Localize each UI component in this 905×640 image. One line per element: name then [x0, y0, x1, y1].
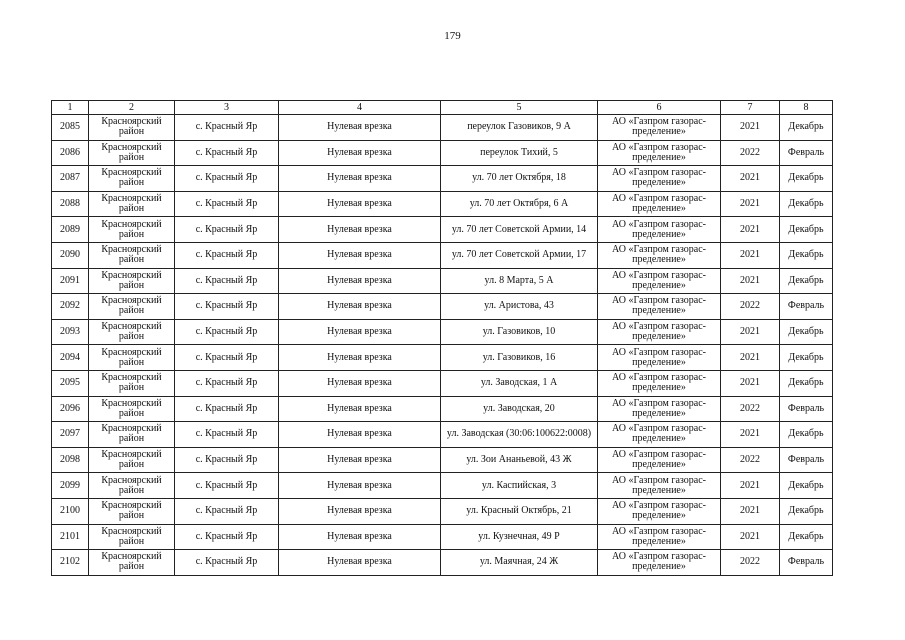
page-number: 179: [444, 30, 461, 42]
organization-cell: АО «Газпром газорас-пределение»: [598, 191, 721, 217]
gas-connection-table: [51, 100, 833, 576]
address-cell: ул. Каспийская, 3: [441, 473, 598, 499]
column-header: 4: [279, 101, 441, 115]
row-number-cell: 2102: [52, 550, 89, 576]
year-cell: 2022: [721, 140, 780, 166]
row-number-cell: 2085: [52, 115, 89, 141]
row-number-cell: 2093: [52, 319, 89, 345]
table-row: [52, 524, 833, 550]
table-row: [52, 345, 833, 371]
organization-cell: АО «Газпром газорас-пределение»: [598, 473, 721, 499]
district-cell: Красноярский район: [89, 524, 175, 550]
settlement-cell: с. Красный Яр: [175, 242, 279, 268]
row-number-cell: 2098: [52, 447, 89, 473]
year-cell: 2021: [721, 268, 780, 294]
settlement-cell: с. Красный Яр: [175, 550, 279, 576]
row-number-cell: 2101: [52, 524, 89, 550]
organization-cell: АО «Газпром газорас-пределение»: [598, 550, 721, 576]
address-cell: ул. 70 лет Советской Армии, 14: [441, 217, 598, 243]
settlement-cell: с. Красный Яр: [175, 294, 279, 320]
work-type-cell: Нулевая врезка: [279, 140, 441, 166]
year-cell: 2021: [721, 319, 780, 345]
month-cell: Декабрь: [780, 217, 833, 243]
table-body: [52, 115, 833, 576]
settlement-cell: с. Красный Яр: [175, 345, 279, 371]
organization-cell: АО «Газпром газорас-пределение»: [598, 422, 721, 448]
district-cell: Красноярский район: [89, 422, 175, 448]
district-cell: Красноярский район: [89, 550, 175, 576]
table-row: [52, 550, 833, 576]
district-cell: Красноярский район: [89, 191, 175, 217]
row-number-cell: 2087: [52, 166, 89, 192]
address-cell: ул. Аристова, 43: [441, 294, 598, 320]
column-header: 3: [175, 101, 279, 115]
month-cell: Декабрь: [780, 268, 833, 294]
settlement-cell: с. Красный Яр: [175, 524, 279, 550]
year-cell: 2021: [721, 498, 780, 524]
header-row: [52, 101, 833, 115]
address-cell: ул. Зои Ананьевой, 43 Ж: [441, 447, 598, 473]
work-type-cell: Нулевая врезка: [279, 473, 441, 499]
work-type-cell: Нулевая врезка: [279, 191, 441, 217]
table-row: [52, 191, 833, 217]
district-cell: Красноярский район: [89, 217, 175, 243]
work-type-cell: Нулевая врезка: [279, 319, 441, 345]
settlement-cell: с. Красный Яр: [175, 447, 279, 473]
month-cell: Февраль: [780, 550, 833, 576]
organization-cell: АО «Газпром газорас-пределение»: [598, 242, 721, 268]
month-cell: Февраль: [780, 294, 833, 320]
year-cell: 2021: [721, 115, 780, 141]
work-type-cell: Нулевая врезка: [279, 370, 441, 396]
district-cell: Красноярский район: [89, 268, 175, 294]
address-cell: ул. 70 лет Октября, 6 А: [441, 191, 598, 217]
district-cell: Красноярский район: [89, 242, 175, 268]
month-cell: Декабрь: [780, 115, 833, 141]
month-cell: Декабрь: [780, 498, 833, 524]
work-type-cell: Нулевая врезка: [279, 550, 441, 576]
table-row: [52, 370, 833, 396]
table-row: [52, 396, 833, 422]
row-number-cell: 2097: [52, 422, 89, 448]
table-row: [52, 166, 833, 192]
settlement-cell: с. Красный Яр: [175, 115, 279, 141]
work-type-cell: Нулевая врезка: [279, 498, 441, 524]
work-type-cell: Нулевая врезка: [279, 345, 441, 371]
settlement-cell: с. Красный Яр: [175, 140, 279, 166]
row-number-cell: 2096: [52, 396, 89, 422]
table-row: [52, 242, 833, 268]
address-cell: ул. 8 Марта, 5 А: [441, 268, 598, 294]
month-cell: Декабрь: [780, 166, 833, 192]
year-cell: 2022: [721, 550, 780, 576]
table-row: [52, 447, 833, 473]
organization-cell: АО «Газпром газорас-пределение»: [598, 396, 721, 422]
month-cell: Декабрь: [780, 370, 833, 396]
row-number-cell: 2095: [52, 370, 89, 396]
month-cell: Декабрь: [780, 242, 833, 268]
row-number-cell: 2089: [52, 217, 89, 243]
address-cell: ул. Заводская, 20: [441, 396, 598, 422]
address-cell: ул. 70 лет Советской Армии, 17: [441, 242, 598, 268]
table-row: [52, 498, 833, 524]
district-cell: Красноярский район: [89, 166, 175, 192]
organization-cell: АО «Газпром газорас-пределение»: [598, 524, 721, 550]
column-header: 1: [52, 101, 89, 115]
district-cell: Красноярский район: [89, 319, 175, 345]
district-cell: Красноярский район: [89, 294, 175, 320]
address-cell: ул. Газовиков, 10: [441, 319, 598, 345]
settlement-cell: с. Красный Яр: [175, 422, 279, 448]
year-cell: 2022: [721, 294, 780, 320]
district-cell: Красноярский район: [89, 370, 175, 396]
year-cell: 2022: [721, 396, 780, 422]
address-cell: ул. Маячная, 24 Ж: [441, 550, 598, 576]
settlement-cell: с. Красный Яр: [175, 473, 279, 499]
row-number-cell: 2086: [52, 140, 89, 166]
address-cell: переулок Газовиков, 9 А: [441, 115, 598, 141]
organization-cell: АО «Газпром газорас-пределение»: [598, 294, 721, 320]
work-type-cell: Нулевая врезка: [279, 217, 441, 243]
settlement-cell: с. Красный Яр: [175, 396, 279, 422]
organization-cell: АО «Газпром газорас-пределение»: [598, 217, 721, 243]
address-cell: ул. Заводская, 1 А: [441, 370, 598, 396]
work-type-cell: Нулевая врезка: [279, 396, 441, 422]
address-cell: ул. Кузнечная, 49 Р: [441, 524, 598, 550]
work-type-cell: Нулевая врезка: [279, 166, 441, 192]
table-row: [52, 115, 833, 141]
table-row: [52, 473, 833, 499]
address-cell: переулок Тихий, 5: [441, 140, 598, 166]
column-header: 8: [780, 101, 833, 115]
settlement-cell: с. Красный Яр: [175, 268, 279, 294]
row-number-cell: 2091: [52, 268, 89, 294]
table-row: [52, 217, 833, 243]
settlement-cell: с. Красный Яр: [175, 191, 279, 217]
district-cell: Красноярский район: [89, 473, 175, 499]
district-cell: Красноярский район: [89, 447, 175, 473]
column-header: 6: [598, 101, 721, 115]
work-type-cell: Нулевая врезка: [279, 294, 441, 320]
district-cell: Красноярский район: [89, 396, 175, 422]
month-cell: Февраль: [780, 396, 833, 422]
year-cell: 2021: [721, 473, 780, 499]
month-cell: Декабрь: [780, 524, 833, 550]
district-cell: Красноярский район: [89, 498, 175, 524]
organization-cell: АО «Газпром газорас-пределение»: [598, 115, 721, 141]
year-cell: 2021: [721, 217, 780, 243]
month-cell: Декабрь: [780, 191, 833, 217]
work-type-cell: Нулевая врезка: [279, 524, 441, 550]
work-type-cell: Нулевая врезка: [279, 268, 441, 294]
month-cell: Декабрь: [780, 319, 833, 345]
year-cell: 2021: [721, 524, 780, 550]
year-cell: 2021: [721, 422, 780, 448]
month-cell: Февраль: [780, 140, 833, 166]
settlement-cell: с. Красный Яр: [175, 370, 279, 396]
year-cell: 2021: [721, 345, 780, 371]
table-row: [52, 268, 833, 294]
organization-cell: АО «Газпром газорас-пределение»: [598, 166, 721, 192]
organization-cell: АО «Газпром газорас-пределение»: [598, 268, 721, 294]
settlement-cell: с. Красный Яр: [175, 319, 279, 345]
district-cell: Красноярский район: [89, 345, 175, 371]
year-cell: 2021: [721, 166, 780, 192]
year-cell: 2022: [721, 447, 780, 473]
year-cell: 2021: [721, 370, 780, 396]
row-number-cell: 2094: [52, 345, 89, 371]
month-cell: Декабрь: [780, 345, 833, 371]
year-cell: 2021: [721, 242, 780, 268]
row-number-cell: 2099: [52, 473, 89, 499]
table-row: [52, 294, 833, 320]
organization-cell: АО «Газпром газорас-пределение»: [598, 447, 721, 473]
organization-cell: АО «Газпром газорас-пределение»: [598, 140, 721, 166]
address-cell: ул. Красный Октябрь, 21: [441, 498, 598, 524]
organization-cell: АО «Газпром газорас-пределение»: [598, 370, 721, 396]
district-cell: Красноярский район: [89, 140, 175, 166]
row-number-cell: 2100: [52, 498, 89, 524]
address-cell: ул. Заводская (30:06:100622:0008): [441, 422, 598, 448]
organization-cell: АО «Газпром газорас-пределение»: [598, 319, 721, 345]
settlement-cell: с. Красный Яр: [175, 166, 279, 192]
month-cell: Декабрь: [780, 473, 833, 499]
address-cell: ул. 70 лет Октября, 18: [441, 166, 598, 192]
row-number-cell: 2092: [52, 294, 89, 320]
work-type-cell: Нулевая врезка: [279, 447, 441, 473]
month-cell: Февраль: [780, 447, 833, 473]
work-type-cell: Нулевая врезка: [279, 115, 441, 141]
address-cell: ул. Газовиков, 16: [441, 345, 598, 371]
column-header: 5: [441, 101, 598, 115]
year-cell: 2021: [721, 191, 780, 217]
work-type-cell: Нулевая врезка: [279, 422, 441, 448]
month-cell: Декабрь: [780, 422, 833, 448]
table-row: [52, 319, 833, 345]
settlement-cell: с. Красный Яр: [175, 217, 279, 243]
row-number-cell: 2088: [52, 191, 89, 217]
table-row: [52, 140, 833, 166]
organization-cell: АО «Газпром газорас-пределение»: [598, 498, 721, 524]
column-header: 7: [721, 101, 780, 115]
settlement-cell: с. Красный Яр: [175, 498, 279, 524]
row-number-cell: 2090: [52, 242, 89, 268]
organization-cell: АО «Газпром газорас-пределение»: [598, 345, 721, 371]
work-type-cell: Нулевая врезка: [279, 242, 441, 268]
table-row: [52, 422, 833, 448]
district-cell: Красноярский район: [89, 115, 175, 141]
column-header: 2: [89, 101, 175, 115]
